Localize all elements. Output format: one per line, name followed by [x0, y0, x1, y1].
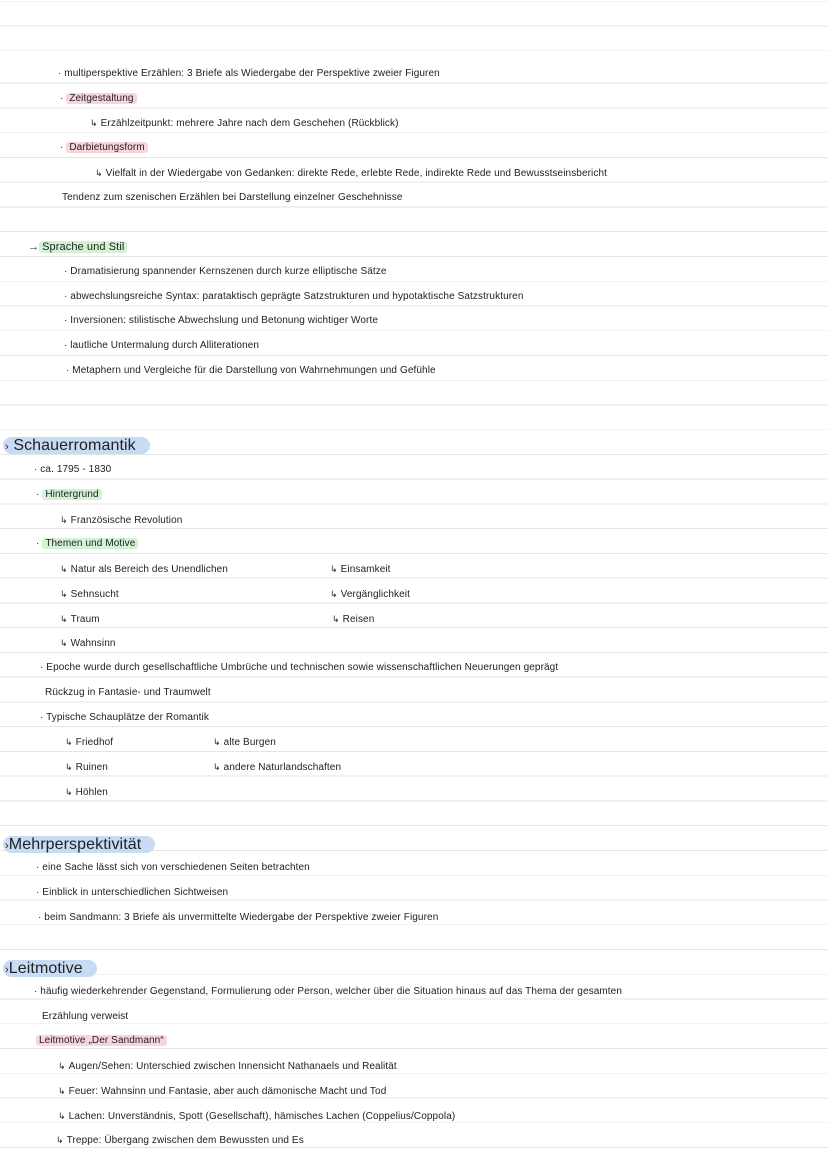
- arrow-icon: →: [28, 241, 40, 253]
- highlight-label: [3, 836, 155, 853]
- note-text: Wahnsinn: [70, 638, 116, 649]
- arrow-icon: ↳: [60, 589, 68, 599]
- list-item: [65, 757, 108, 777]
- list-item: · Metaphern und Vergleiche für die Darstellung von Wahrnehmungen und Gefühle: [66, 365, 436, 376]
- heading-text: Leitmotive: [8, 960, 83, 977]
- note-text: Vergänglichkeit: [340, 589, 410, 600]
- arrow-icon: ↳: [65, 787, 73, 797]
- arrow-icon: ↳: [65, 762, 73, 772]
- note-line: Tendenz zum szenischen Erzählen bei Darstellung einzelner Geschehnisse: [62, 192, 403, 203]
- note-text: Reisen: [342, 614, 375, 625]
- note-text: Erzählzeitpunkt: mehrere Jahre nach dem Geschehen (Rückblick): [100, 118, 399, 129]
- note-text: Sehnsucht: [70, 589, 119, 600]
- subheading-hintergrund: · Hintergrund: [36, 485, 102, 505]
- arrow-icon: ↳: [330, 589, 338, 599]
- arrow-icon: ↳: [332, 614, 340, 624]
- note-text: Ruinen: [75, 762, 108, 773]
- subheading-darbietungsform: · Darbietungsform: [60, 138, 148, 158]
- arrow-icon: ↳: [58, 1111, 66, 1121]
- highlight-label: Sprache und Stil: [39, 241, 127, 253]
- list-item: · abwechslungsreiche Syntax: parataktisch geprägte Satzstrukturen und hypotaktische Satzstrukturen: [64, 291, 524, 302]
- highlight-label: Darbietungsform: [66, 142, 147, 153]
- note-text: Traum: [70, 614, 100, 625]
- highlight-label: Themen und Motive: [42, 538, 138, 549]
- arrow-icon: ↳: [58, 1086, 66, 1096]
- subheading-zeitgestaltung: · Zeitgestaltung: [60, 89, 137, 109]
- list-item: · eine Sache lässt sich von verschiedenen Seiten betrachten: [36, 862, 310, 873]
- list-item: [60, 559, 228, 579]
- note-text: Französische Revolution: [70, 515, 183, 526]
- note-text: Höhlen: [75, 787, 108, 798]
- list-item: [60, 609, 100, 629]
- heading-mehrperspektivitaet: [3, 833, 155, 857]
- note-line: [60, 510, 182, 530]
- arrow-icon: ↳: [60, 614, 68, 624]
- note-text: Treppe: Übergang zwischen dem Bewussten und Es: [66, 1135, 304, 1146]
- list-item: [213, 732, 276, 752]
- note-text: Feuer: Wahnsinn und Fantasie, aber auch dämonische Macht und Tod: [68, 1086, 387, 1097]
- arrow-icon: ↳: [58, 1061, 66, 1071]
- arrow-icon: ↳: [60, 515, 68, 525]
- note-line: · häufig wiederkehrender Gegenstand, Formulierung oder Person, welcher über die Situation hinaus auf das Thema der gesamten: [34, 986, 623, 997]
- highlight-label: Hintergrund: [42, 489, 101, 500]
- highlight-label: Zeitgestaltung: [66, 93, 136, 104]
- heading-sprache-stil: [28, 237, 127, 257]
- list-item: [65, 732, 113, 752]
- list-item: · beim Sandmann: 3 Briefe als unvermittelte Wiedergabe der Perspektive zweier Figuren: [38, 912, 439, 923]
- highlight-label: [3, 437, 150, 454]
- note-text: Friedhof: [75, 737, 114, 748]
- subheading-themen: · Themen und Motive: [36, 534, 138, 554]
- note-text: Natur als Bereich des Unendlichen: [70, 564, 228, 575]
- arrow-icon: ↳: [60, 564, 68, 574]
- arrow-icon: ↳: [56, 1135, 64, 1145]
- subheading-leitmotive-sandmann: [36, 1031, 167, 1051]
- chevron-right-icon: ›: [5, 441, 9, 453]
- list-item: [332, 609, 374, 629]
- list-item: [213, 757, 341, 777]
- heading-text: Mehrperspektivität: [8, 836, 142, 853]
- chevron-right-icon: ›: [5, 840, 9, 852]
- note-line: · ca. 1795 - 1830: [34, 464, 112, 475]
- list-item: [330, 584, 410, 604]
- note-text: alte Burgen: [223, 737, 276, 748]
- list-item: [60, 633, 116, 653]
- arrow-icon: ↳: [213, 762, 221, 772]
- list-item: [58, 1056, 397, 1076]
- highlight-label: [3, 960, 97, 977]
- heading-leitmotive: [3, 957, 97, 981]
- note-text: andere Naturlandschaften: [223, 762, 342, 773]
- note-text: Lachen: Unverständnis, Spott (Gesellschaft), hämisches Lachen (Coppelius/Coppola): [68, 1111, 456, 1122]
- note-line: Erzählung verweist: [42, 1011, 129, 1022]
- list-item: [60, 584, 119, 604]
- note-line: [95, 163, 607, 183]
- arrow-icon: ↳: [95, 168, 103, 178]
- note-text: Einsamkeit: [340, 564, 391, 575]
- list-item: · lautliche Untermalung durch Alliterationen: [64, 340, 260, 351]
- list-item: · Inversionen: stilistische Abwechslung und Betonung wichtiger Worte: [64, 315, 379, 326]
- note-line: · Typische Schauplätze der Romantik: [40, 712, 209, 723]
- arrow-icon: ↳: [65, 737, 73, 747]
- note-line: · Epoche wurde durch gesellschaftliche Umbrüche und technischen sowie wissenschaftlichen Neuerungen geprägt: [40, 662, 559, 673]
- heading-text: Schauerromantik: [13, 437, 136, 454]
- chevron-right-icon: ›: [5, 964, 9, 976]
- list-item: [56, 1130, 304, 1150]
- list-item: [65, 782, 108, 802]
- arrow-icon: ↳: [213, 737, 221, 747]
- list-item: [58, 1106, 455, 1126]
- arrow-icon: ↳: [60, 638, 68, 648]
- heading-schauerromantik: [3, 434, 150, 458]
- note-text: Augen/Sehen: Unterschied zwischen Innensicht Nathanaels und Realität: [68, 1061, 397, 1072]
- note-line: · multiperspektive Erzählen: 3 Briefe als Wiedergabe der Perspektive zweier Figuren: [58, 68, 440, 79]
- highlight-label: Leitmotive „Der Sandmann“: [36, 1035, 167, 1046]
- list-item: · Dramatisierung spannender Kernszenen durch kurze elliptische Sätze: [64, 266, 387, 277]
- arrow-icon: ↳: [90, 118, 98, 128]
- note-text: Vielfalt in der Wiedergabe von Gedanken: direkte Rede, erlebte Rede, indirekte Rede und Bewusstseinsbericht: [105, 168, 608, 179]
- note-line: [90, 113, 399, 133]
- list-item: [58, 1081, 386, 1101]
- arrow-icon: ↳: [330, 564, 338, 574]
- note-line: Rückzug in Fantasie- und Traumwelt: [45, 687, 211, 698]
- list-item: [330, 559, 391, 579]
- list-item: · Einblick in unterschiedlichen Sichtweisen: [36, 887, 229, 898]
